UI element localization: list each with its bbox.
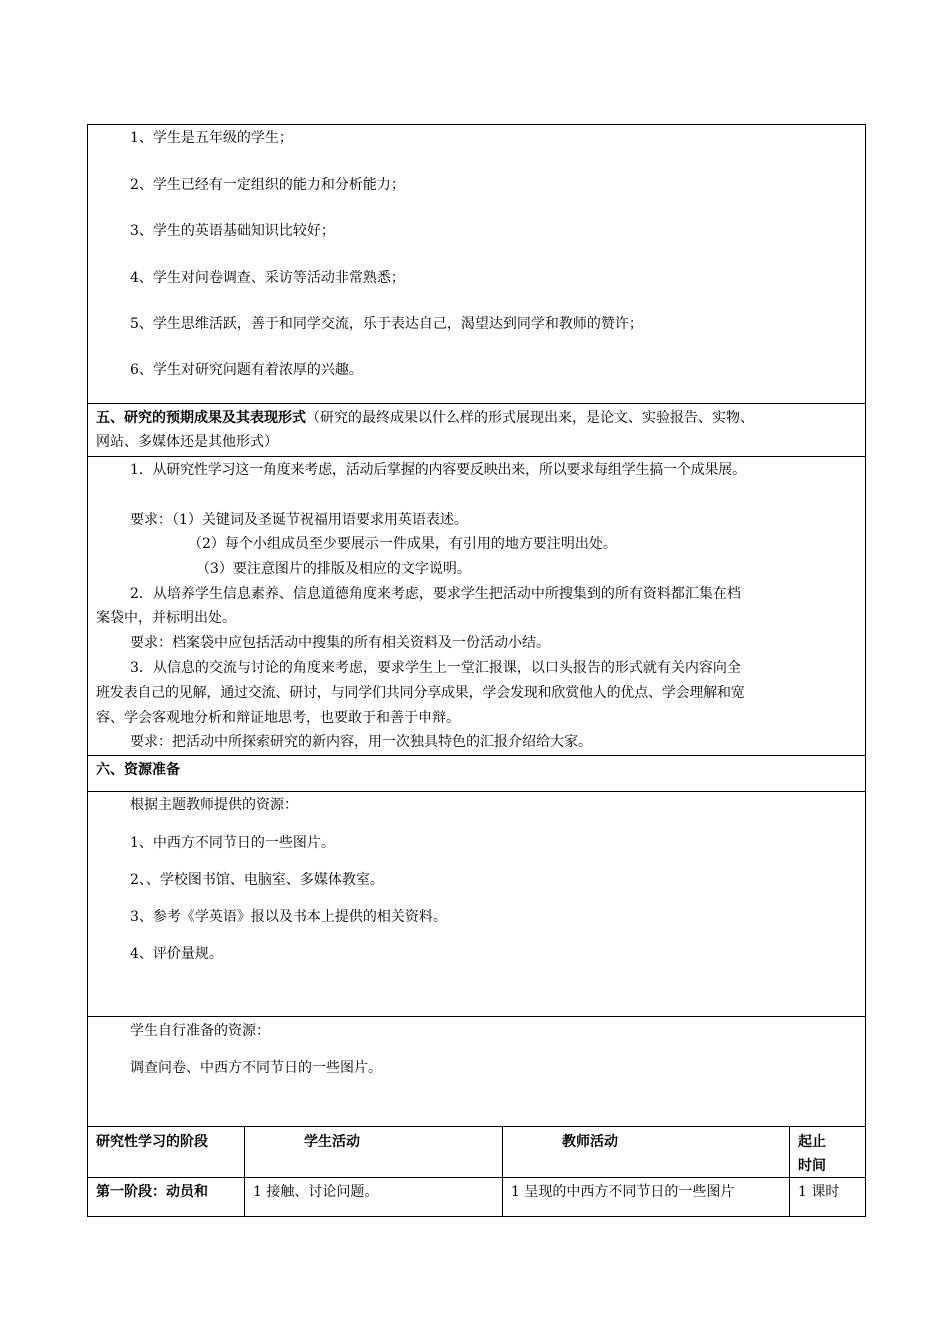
student-item-3: 3、学生的英语基础知识比较好； (130, 223, 335, 239)
row1-student-activity: 1 接触、讨论问题。 (253, 1184, 379, 1200)
section5-p3-req: 要求：把活动中所探索研究的新内容，用一次独具特色的汇报介绍给大家。 (130, 734, 592, 750)
divider (87, 791, 866, 792)
divider (87, 755, 866, 756)
section5-p3-line2: 班发表自己的见解，通过交流、研讨，与同学们共同分享成果，学会发现和欣赏他人的优点、学会理解和宽 (96, 685, 745, 701)
header-time-line2: 时间 (798, 1158, 826, 1174)
divider (87, 456, 866, 457)
header-time-line1: 起止 (798, 1134, 826, 1150)
section5-p2-line1: 2．从培养学生信息素养、信息道德角度来考虑，要求学生把活动中所搜集到的所有资料都汇集在档 (130, 586, 741, 602)
student-item-4: 4、学生对问卷调查、采访等活动非常熟悉； (130, 270, 405, 286)
section5-heading: 五、研究的预期成果及其表现形式 (96, 410, 306, 426)
column-divider (244, 1126, 245, 1217)
column-divider (502, 1126, 503, 1217)
section5-req2: （2）每个小组成员至少要展示一件成果，有引用的地方要注明出处。 (188, 536, 617, 552)
row1-teacher-activity: 1 呈现的中西方不同节日的一些图片 (511, 1184, 735, 1200)
student-resources-intro: 学生自行准备的资源： (130, 1023, 270, 1039)
header-student-activity: 学生活动 (304, 1134, 360, 1150)
header-stage: 研究性学习的阶段 (96, 1134, 208, 1150)
section5-req1: 要求：（1）关键词及圣诞节祝福用语要求用英语表述。 (130, 512, 468, 528)
section5-heading-note-2: 网站、多媒体还是其他形式） (96, 434, 278, 450)
section5-p3-line1: 3．从信息的交流与讨论的角度来考虑，要求学生上一堂汇报课，以口头报告的形式就有关内容向全 (130, 660, 741, 676)
divider (87, 1016, 866, 1017)
row1-time: 1 课时 (798, 1184, 840, 1200)
header-teacher-activity: 教师活动 (562, 1134, 618, 1150)
section5-p1: 1．从研究性学习这一角度来考虑，活动后掌握的内容要反映出来，所以要求每组学生搞一个成果展。 (130, 462, 746, 478)
teacher-resource-3: 3、参考《学英语》报以及书本上提供的相关资料。 (130, 909, 447, 925)
teacher-resource-4: 4、评价量规。 (130, 946, 223, 962)
student-item-2: 2、学生已经有一定组织的能力和分析能力； (130, 177, 405, 193)
section5-p2-req: 要求：档案袋中应包括活动中搜集的所有相关资料及一份活动小结。 (130, 635, 550, 651)
section5-heading-note: （研究的最终成果以什么样的形式展现出来，是论文、实验报告、实物、 (306, 410, 754, 426)
row1-stage: 第一阶段：动员和 (96, 1184, 208, 1200)
section5-req3: （3）要注意图片的排版及相应的文字说明。 (196, 561, 471, 577)
divider (87, 1126, 866, 1127)
student-item-6: 6、学生对研究问题有着浓厚的兴趣。 (130, 362, 363, 378)
student-resources: 调查问卷、中西方不同节日的一些图片。 (130, 1060, 382, 1076)
section5-p3-line3: 容、学会客观地分析和辩证地思考，也要敢于和善于申辩。 (96, 710, 460, 726)
teacher-resources-intro: 根据主题教师提供的资源： (130, 797, 298, 813)
section6-heading: 六、资源准备 (96, 762, 180, 778)
student-item-5: 5、学生思维活跃，善于和同学交流，乐于表达自己，渴望达到同学和教师的赞许； (130, 316, 643, 332)
teacher-resource-1: 1、中西方不同节日的一些图片。 (130, 835, 335, 851)
divider (87, 403, 866, 404)
divider (87, 1177, 866, 1178)
section5-heading-line (96, 409, 754, 427)
section5-p2-line2: 案袋中，并标明出处。 (96, 610, 236, 626)
column-divider (789, 1126, 790, 1217)
teacher-resource-2: 2、、学校图书馆、电脑室、多媒体教室。 (130, 872, 384, 888)
student-item-1: 1、学生是五年级的学生； (130, 130, 293, 146)
